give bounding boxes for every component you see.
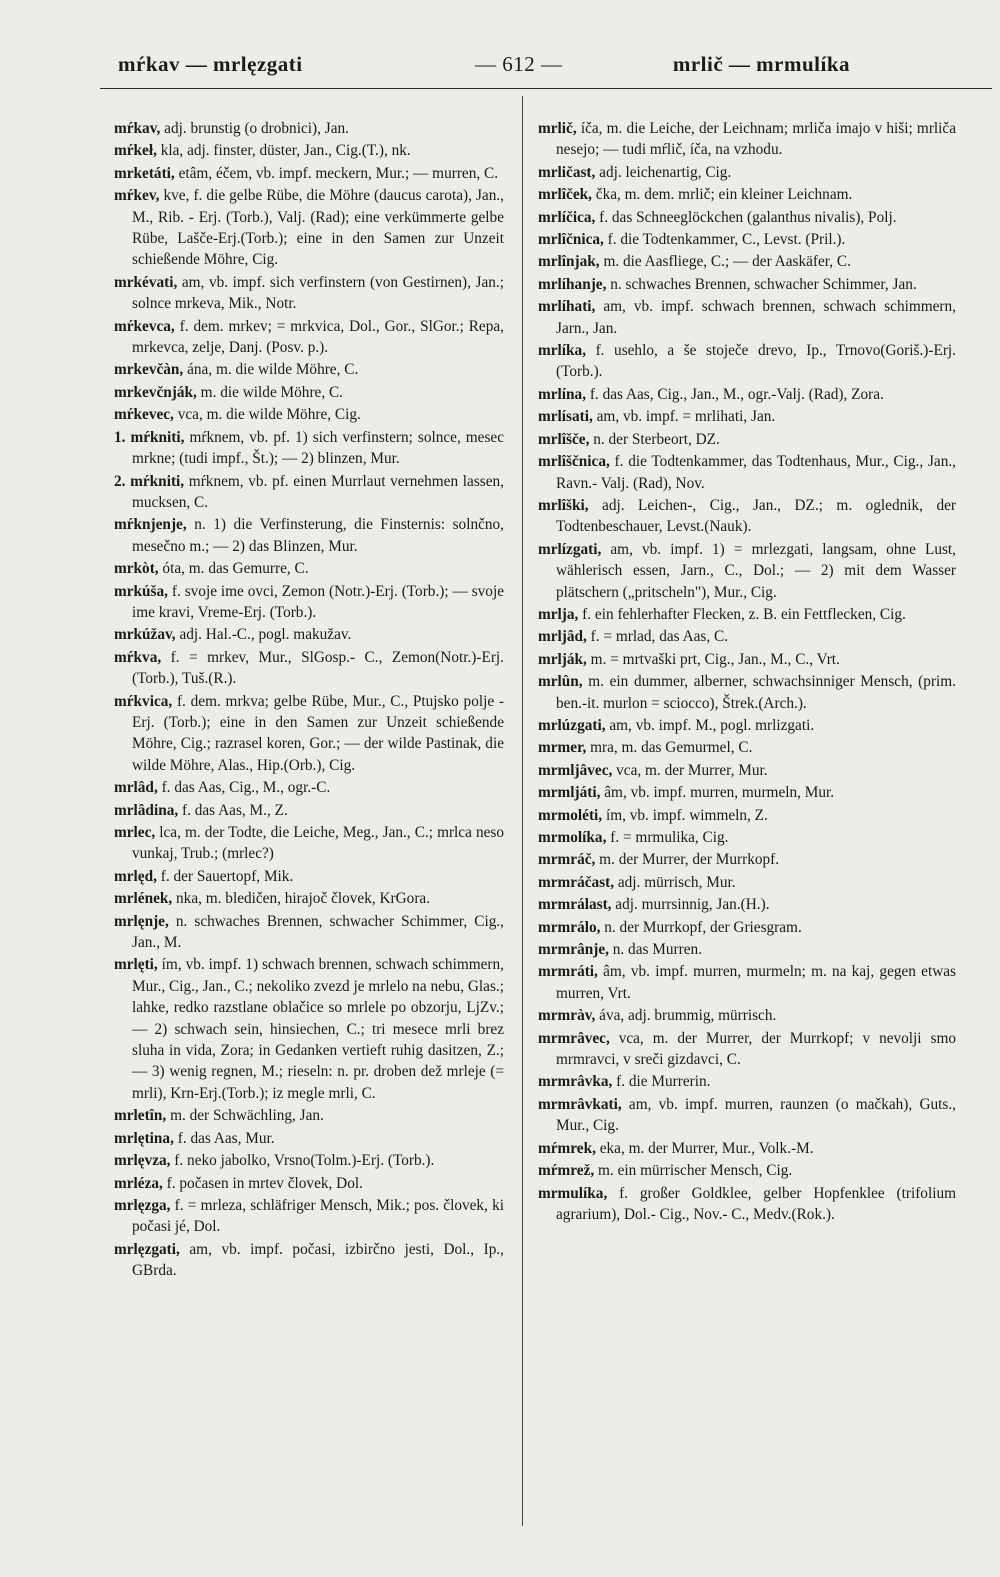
dictionary-entry bbox=[114, 647, 504, 690]
entry-headword: mŕkvica, bbox=[114, 692, 173, 710]
entry-headword: mrmráčast, bbox=[538, 873, 615, 891]
entry-definition: íča, m. die Leiche, der Leichnam; mrliča imajo v hiši; mrliča nesejo; — tudi mŕlič, íča, na vzhodu. bbox=[556, 120, 956, 159]
entry-definition: f. das Aas, Mur. bbox=[173, 1129, 275, 1147]
entry-headword: mrletîn, bbox=[114, 1107, 167, 1125]
entry-definition: eka, m. der Murrer, Mur., Volk.-M. bbox=[595, 1139, 814, 1157]
entry-headword: mŕkevca, bbox=[114, 317, 175, 335]
entry-definition: f. die Todtenkammer, C., Levst. (Pril.). bbox=[603, 231, 846, 249]
dictionary-entry bbox=[114, 558, 504, 579]
entry-definition: adj. murrsinnig, Jan.(H.). bbox=[611, 896, 770, 914]
entry-definition: lca, m. der Todte, die Leiche, Meg., Jan., C.; mrlca neso vunkaj, Trub.; (mrlec?) bbox=[132, 824, 504, 863]
entry-headword: mrlîček, bbox=[538, 186, 592, 204]
dictionary-entry bbox=[538, 737, 956, 758]
entry-definition: n. das Murren. bbox=[608, 941, 702, 959]
dictionary-entry bbox=[114, 911, 504, 954]
entry-headword: mrlja, bbox=[538, 605, 579, 623]
dictionary-entry bbox=[114, 1195, 504, 1238]
entry-headword: mrlînjak, bbox=[538, 253, 600, 271]
entry-definition: am, vb. impf. = mrlihati, Jan. bbox=[592, 408, 776, 426]
entry-definition: âm, vb. impf. murren, murmeln, Mur. bbox=[600, 784, 835, 802]
entry-definition: am, vb. impf. murren, raunzen (o mačkah), Guts., Mur., Cig. bbox=[556, 1095, 956, 1135]
entry-definition: ím, vb. impf. wimmeln, Z. bbox=[602, 806, 768, 824]
dictionary-entry bbox=[538, 451, 956, 494]
entry-definition: áva, adj. brummig, mürrisch. bbox=[595, 1007, 777, 1025]
entry-definition: f. svoje ime ovci, Zemon (Notr.)-Erj. (Torb.); — svoje ime kravi, Vreme-Erj. (Torb.). bbox=[132, 582, 504, 621]
dictionary-entry bbox=[114, 471, 504, 514]
entry-headword: mrmráč, bbox=[538, 851, 596, 869]
dictionary-entry bbox=[538, 162, 956, 183]
entry-definition: n. 1) die Verfinsterung, die Finsternis: solnčno, mesečno m.; — 2) das Blinzen, Mur. bbox=[132, 516, 504, 555]
entry-headword: mrmoléti, bbox=[538, 806, 603, 824]
dictionary-entry bbox=[114, 800, 504, 821]
header-left-guideword: mŕkav — mrlęzgati bbox=[118, 52, 303, 76]
entry-headword: mrlętina, bbox=[114, 1129, 174, 1147]
dictionary-entry bbox=[538, 1005, 956, 1026]
entry-definition: n. schwaches Brennen, schwacher Schimmer, Cig., Jan., M. bbox=[132, 912, 504, 952]
entry-headword: mrmrálast, bbox=[538, 896, 612, 914]
entry-headword: mrlíčica, bbox=[538, 208, 596, 226]
dictionary-entry bbox=[114, 163, 504, 184]
entry-definition: am, vb. impf. počasi, izbirčno jesti, Dol., Ip., GBrda. bbox=[132, 1240, 504, 1280]
entry-definition: m. die Aasfliege, C.; — der Aaskäfer, C. bbox=[599, 253, 851, 271]
entry-definition: ím, vb. impf. 1) schwach brennen, schwach schimmern, Mur., Cig., Jan., C.; nekoliko zvezd je mrlelo na nebu, Glas.; lahke, redko razstlane oblačice so mrlele po obzorju, LjZv.; — 2) schwach sein, hinsiechen, C.; tri mesece mrli brez sluha in vida, Zora; in Gedanken vertieft ruhig dasitzen, Z.; — 3) wenig regnen, M.; rieseln: n. pr. droben dež mrleje (= mrli), Krn-Erj.(Torb.); iz megle mrli, C. bbox=[132, 956, 504, 1102]
dictionary-entry bbox=[114, 359, 504, 380]
entry-headword: mrmrâvkati, bbox=[538, 1095, 622, 1113]
entry-definition: f. = mrmulika, Cig. bbox=[606, 829, 729, 846]
entry-definition: f. počasen in mrtev človek, Dol. bbox=[162, 1174, 363, 1192]
entry-headword: mrketáti, bbox=[114, 164, 175, 182]
dictionary-entry bbox=[538, 296, 956, 339]
entry-headword: mrlâdina, bbox=[114, 801, 179, 819]
entry-definition: m. ein dummer, alberner, schwachsinniger Mensch, (prim. ben.-it. murlon = sciocco), Štrek.(Arch.). bbox=[556, 673, 956, 712]
dictionary-entry bbox=[114, 382, 504, 403]
dictionary-entry bbox=[114, 581, 504, 624]
entry-definition: mŕknem, vb. pf. einen Murrlaut vernehmen lassen, mucksen, C. bbox=[132, 472, 504, 511]
entry-headword: mrlec, bbox=[114, 824, 156, 841]
entry-headword: mrlízgati, bbox=[538, 540, 602, 558]
left-column bbox=[114, 118, 504, 1283]
entry-headword: mrlúzgati, bbox=[538, 716, 606, 734]
entry-definition: am, vb. impf. 1) = mrlezgati, langsam, ohne Lust, wählerisch essen, Jarn., C., Dol.; — 2) mit dem Wasser plätschern („pritscheln"), Mur., Cig. bbox=[556, 540, 956, 601]
entry-definition: f. = mrkev, Mur., SlGosp.- C., Zemon(Notr.)-Erj.(Torb.), Tuš.(R.). bbox=[132, 648, 504, 688]
dictionary-entry bbox=[538, 626, 956, 647]
dictionary-entry bbox=[538, 961, 956, 1004]
dictionary-entry bbox=[114, 1150, 504, 1171]
dictionary-entry bbox=[538, 384, 956, 405]
entry-headword: mrléza, bbox=[114, 1174, 163, 1192]
entry-headword: mrlíka, bbox=[538, 342, 587, 360]
dictionary-entry bbox=[114, 691, 504, 777]
dictionary-entry bbox=[538, 207, 956, 228]
entry-headword: mrkevčnják, bbox=[114, 383, 197, 401]
dictionary-entry bbox=[538, 429, 956, 450]
entry-definition: f. = mrlad, das Aas, C. bbox=[586, 628, 729, 646]
entry-headword: mrlęvza, bbox=[114, 1152, 171, 1170]
entry-definition: adj. Hal.-C., pogl. makužav. bbox=[175, 626, 352, 644]
dictionary-entry bbox=[538, 1071, 956, 1092]
dictionary-entry bbox=[114, 404, 504, 425]
entry-definition: f. ein fehlerhafter Flecken, z. B. ein Fettflecken, Cig. bbox=[578, 605, 906, 623]
entry-headword: mrlęzgati, bbox=[114, 1240, 180, 1258]
entry-headword: mrlíhati, bbox=[538, 298, 596, 316]
dictionary-entry bbox=[114, 316, 504, 359]
entry-headword: mrmljáti, bbox=[538, 784, 601, 802]
entry-headword: mrmljâvec, bbox=[538, 761, 613, 779]
dictionary-entry bbox=[538, 939, 956, 960]
dictionary-entry bbox=[114, 954, 504, 1104]
dictionary-entry bbox=[538, 917, 956, 938]
entry-definition: m. = mrtvaški prt, Cig., Jan., M., C., Vrt. bbox=[586, 650, 840, 668]
entry-headword: mrlísati, bbox=[538, 408, 593, 426]
entry-headword: mrljâd, bbox=[538, 628, 587, 646]
entry-definition: f. das Aas, Cig., Jan., M., ogr.-Valj. (Rad), Zora. bbox=[586, 385, 884, 403]
entry-headword: mrmrâvec, bbox=[538, 1029, 610, 1047]
entry-definition: f. dem. mrkva; gelbe Rübe, Mur., C., Ptujsko polje - Erj. (Torb.); eine in den Samen zur Unzeit schießende Möhre, Cig.; razrasel koren, Gor.; — der wilde Pastinak, die wilde Möhre, Alas., Hip.(Orb.), Cig. bbox=[132, 692, 504, 774]
dictionary-entry bbox=[538, 406, 956, 427]
entry-headword: mrlâd, bbox=[114, 779, 158, 797]
dictionary-entry bbox=[114, 1239, 504, 1282]
dictionary-entry bbox=[114, 272, 504, 315]
dictionary-entry bbox=[114, 866, 504, 887]
entry-headword: mrmrâvka, bbox=[538, 1073, 613, 1091]
dictionary-entry bbox=[114, 888, 504, 909]
entry-definition: ána, m. die wilde Möhre, C. bbox=[183, 361, 359, 379]
entry-definition: m. die wilde Möhre, C. bbox=[196, 383, 344, 401]
dictionary-entry bbox=[114, 822, 504, 865]
entry-headword: mrlîščnica, bbox=[538, 453, 610, 471]
entry-headword: mrkúžav, bbox=[114, 626, 176, 644]
entry-definition: f. das Aas, M., Z. bbox=[178, 801, 288, 819]
entry-definition: f. die Murrerin. bbox=[612, 1073, 711, 1091]
header-rule bbox=[100, 88, 992, 89]
entry-definition: am, vb. impf. schwach brennen, schwach schimmern, Jarn., Jan. bbox=[556, 298, 956, 337]
entry-headword: mrlęti, bbox=[114, 956, 158, 974]
entry-definition: m. der Schwächling, Jan. bbox=[166, 1107, 324, 1125]
dictionary-entry bbox=[538, 805, 956, 826]
dictionary-entry bbox=[538, 1028, 956, 1071]
dictionary-entry bbox=[538, 604, 956, 625]
entry-definition: f. der Sauertopf, Mik. bbox=[156, 867, 294, 885]
dictionary-entry bbox=[538, 715, 956, 736]
header-right-guideword: mrlič — mrmulíka bbox=[672, 52, 850, 76]
entry-definition: f. das Aas, Cig., M., ogr.-C. bbox=[157, 779, 331, 797]
entry-headword: mŕkevec, bbox=[114, 406, 174, 424]
entry-headword: mrkevčàn, bbox=[114, 361, 184, 379]
dictionary-entry bbox=[538, 1094, 956, 1137]
entry-definition: adj. brunstig (o drobnici), Jan. bbox=[160, 120, 349, 137]
entry-headword: mrlják, bbox=[538, 650, 587, 668]
entry-definition: f. die Todtenkammer, das Todtenhaus, Mur., Cig., Jan., Ravn.- Valj. (Rad), Nov. bbox=[556, 453, 956, 492]
dictionary-entry bbox=[538, 274, 956, 295]
dictionary-entry bbox=[114, 118, 504, 139]
entry-headword: mrmulíka, bbox=[538, 1184, 608, 1202]
entry-headword: mŕmrek, bbox=[538, 1139, 596, 1157]
right-column bbox=[538, 118, 956, 1226]
entry-definition: adj. leichenartig, Cig. bbox=[595, 163, 732, 181]
entry-headword: 2. mŕkniti, bbox=[114, 472, 185, 490]
dictionary-entry bbox=[538, 118, 956, 161]
entry-headword: mrlének, bbox=[114, 890, 173, 908]
entry-definition: kla, adj. finster, düster, Jan., Cig.(T.), nk. bbox=[156, 142, 411, 160]
dictionary-entry bbox=[538, 495, 956, 538]
dictionary-entry bbox=[114, 777, 504, 798]
dictionary-entry bbox=[538, 782, 956, 803]
entry-headword: mrmolíka, bbox=[538, 829, 607, 846]
entry-headword: mrlič, bbox=[538, 120, 577, 137]
dictionary-entry bbox=[538, 1160, 956, 1181]
entry-definition: čka, m. dem. mrlič; ein kleiner Leichnam. bbox=[591, 186, 853, 204]
dictionary-entry bbox=[538, 184, 956, 205]
entry-headword: mŕkav, bbox=[114, 120, 161, 137]
entry-headword: mrličast, bbox=[538, 163, 596, 181]
entry-definition: âm, vb. impf. murren, murmeln; m. na kaj, gegen etwas murren, Vrt. bbox=[556, 963, 956, 1002]
entry-headword: 1. mŕkniti, bbox=[114, 428, 185, 446]
dictionary-entry bbox=[538, 649, 956, 670]
entry-headword: mrlûn, bbox=[538, 673, 583, 691]
entry-definition: etâm, éčem, vb. impf. meckern, Mur.; — murren, C. bbox=[174, 164, 499, 182]
entry-definition: vca, m. der Murrer, Mur. bbox=[612, 761, 768, 779]
page-number: — 612 — bbox=[475, 52, 563, 76]
entry-definition: nka, m. bledičen, hirajoč človek, KrGora. bbox=[172, 890, 431, 908]
dictionary-entry bbox=[114, 1105, 504, 1126]
entry-headword: mrlęd, bbox=[114, 867, 157, 885]
column-divider bbox=[522, 96, 523, 1526]
entry-definition: m. ein mürrischer Mensch, Cig. bbox=[594, 1162, 793, 1180]
dictionary-entry bbox=[538, 539, 956, 603]
dictionary-entry bbox=[114, 1128, 504, 1149]
entry-definition: m. der Murrer, der Murrkopf. bbox=[595, 851, 780, 869]
entry-headword: mrlîški, bbox=[538, 496, 589, 514]
dictionary-entry bbox=[538, 229, 956, 250]
entry-headword: mrlîčnica, bbox=[538, 231, 604, 249]
dictionary-entry bbox=[538, 849, 956, 870]
dictionary-entry bbox=[538, 1138, 956, 1159]
entry-headword: mrmráti, bbox=[538, 963, 598, 981]
entry-definition: f. neko jabolko, Vrsno(Tolm.)-Erj. (Torb.). bbox=[170, 1152, 435, 1170]
entry-headword: mŕkev, bbox=[114, 187, 160, 205]
dictionary-entry bbox=[538, 671, 956, 714]
dictionary-entry bbox=[538, 872, 956, 893]
dictionary-entry bbox=[538, 1183, 956, 1226]
entry-headword: mŕmrež, bbox=[538, 1162, 595, 1180]
dictionary-entry bbox=[114, 140, 504, 161]
entry-definition: kve, f. die gelbe Rübe, die Möhre (daucus carota), Jan., M., Rib. - Erj. (Torb.), Valj. (Rad); eine verkümmerte gelbe Rübe, Lašče-Erj.(Torb.); eine in den Samen zur Unzeit schießende Möhre, Cig. bbox=[132, 187, 504, 269]
entry-definition: f. das Schneeglöckchen (galanthus nivalis), Polj. bbox=[595, 208, 897, 226]
entry-definition: mŕknem, vb. pf. 1) sich verfinstern; solnce, mesec mrkne; (tudi impf., Št.); — 2) blinzen, Mur. bbox=[132, 428, 504, 468]
entry-headword: mrlína, bbox=[538, 385, 587, 403]
entry-definition: vca, m. der Murrer, der Murrkopf; v nevolji smo mrmravci, v sreči gizdavci, C. bbox=[556, 1029, 956, 1069]
entry-definition: f. großer Goldklee, gelber Hopfenklee (trifolium agrarium), Dol.- Cig., Nov.- C., Medv.(Rok.). bbox=[556, 1184, 956, 1223]
entry-headword: mrkòt, bbox=[114, 560, 159, 578]
entry-headword: mŕkva, bbox=[114, 648, 162, 666]
dictionary-entry bbox=[114, 185, 504, 271]
entry-headword: mrlęnje, bbox=[114, 912, 169, 930]
entry-headword: mrmer, bbox=[538, 739, 587, 757]
dictionary-entry bbox=[538, 251, 956, 272]
entry-definition: vca, m. die wilde Möhre, Cig. bbox=[173, 406, 361, 424]
dictionary-entry bbox=[114, 514, 504, 557]
dictionary-entry bbox=[114, 1173, 504, 1194]
dictionary-entry bbox=[538, 340, 956, 383]
dictionary-entry bbox=[538, 894, 956, 915]
entry-definition: f. usehlo, a še stoječe drevo, Ip., Trnovo(Goriš.)-Erj.(Torb.). bbox=[556, 342, 956, 381]
entry-headword: mŕknjenje, bbox=[114, 516, 187, 534]
dictionary-entry bbox=[114, 624, 504, 645]
page-header bbox=[100, 48, 900, 78]
entry-headword: mrkévati, bbox=[114, 273, 178, 291]
entry-headword: mrmràv, bbox=[538, 1007, 596, 1025]
entry-definition: óta, m. das Gemurre, C. bbox=[158, 560, 309, 578]
dictionary-entry bbox=[538, 760, 956, 781]
entry-definition: n. der Murrkopf, der Griesgram. bbox=[600, 918, 802, 936]
dictionary-entry bbox=[114, 427, 504, 470]
entry-definition: f. dem. mrkev; = mrkvica, Dol., Gor., SlGor.; Repa, mrkevca, zelje, Danj. (Posv. p.). bbox=[132, 317, 504, 357]
entry-headword: mrlęzga, bbox=[114, 1196, 171, 1214]
dictionary-entry bbox=[538, 827, 956, 848]
entry-headword: mrmrânje, bbox=[538, 941, 609, 959]
entry-definition: n. der Sterbeort, DZ. bbox=[589, 430, 720, 448]
entry-definition: n. schwaches Brennen, schwacher Schimmer, Jan. bbox=[606, 275, 917, 293]
entry-definition: am, vb. impf. sich verfinstern (von Gestirnen), Jan.; solnce mrkeva, Mik., Notr. bbox=[132, 273, 504, 313]
entry-definition: am, vb. impf. M., pogl. mrlizgati. bbox=[605, 716, 815, 734]
entry-headword: mŕkeł, bbox=[114, 142, 157, 160]
entry-headword: mrmrálo, bbox=[538, 918, 601, 936]
entry-headword: mrlíhanje, bbox=[538, 275, 607, 293]
entry-definition: mra, m. das Gemurmel, C. bbox=[586, 739, 753, 757]
entry-definition: adj. mürrisch, Mur. bbox=[614, 873, 736, 891]
entry-headword: mrlîšče, bbox=[538, 430, 590, 448]
entry-definition: f. = mrleza, schläfriger Mensch, Mik.; pos. človek, ki počasi jé, Dol. bbox=[132, 1196, 504, 1236]
entry-headword: mrkúša, bbox=[114, 582, 168, 600]
entry-definition: adj. Leichen-, Cig., Jan., DZ.; m. oglednik, der Todtenbeschauer, Levst.(Nauk). bbox=[556, 496, 956, 536]
